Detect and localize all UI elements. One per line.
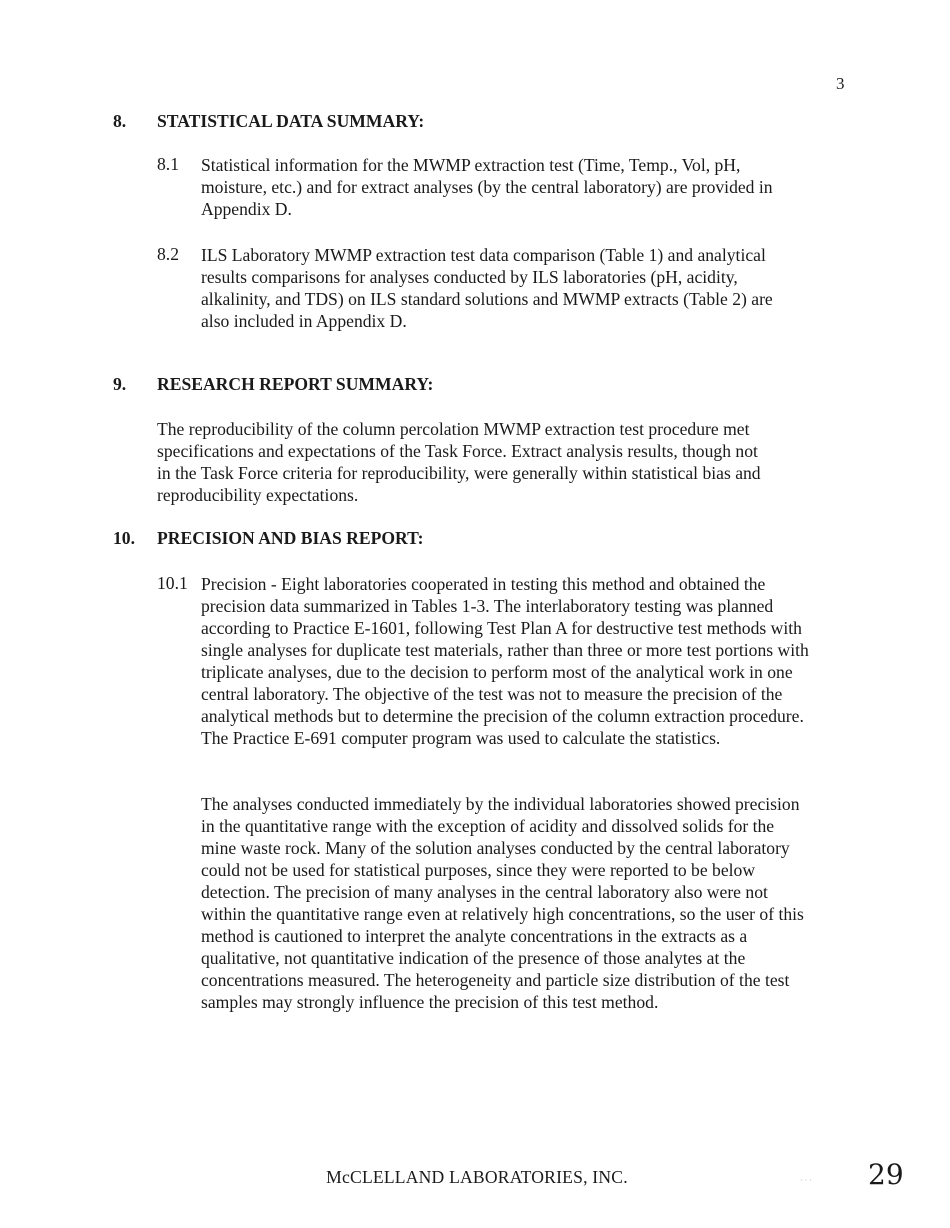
text-line: The Practice E-691 computer program was used to calculate the statistics. [201,728,721,748]
text-line: in the Task Force criteria for reproducibility, were generally within statistical bias and [157,463,761,483]
text-line: alkalinity, and TDS) on ILS standard solutions and MWMP extracts (Table 2) are [201,289,773,309]
text-line: The analyses conducted immediately by the individual laboratories showed precision [201,794,800,814]
text-line: qualitative, not quantitative indication of the presence of those analytes at the [201,948,746,968]
text-line: samples may strongly influence the precision of this test method. [201,992,659,1012]
text-line: within the quantitative range even at relatively high concentrations, so the user of this [201,904,804,924]
stamped-page-number: 29 [868,1158,904,1191]
text-line: reproducibility expectations. [157,485,359,505]
text-line: Appendix D. [201,199,292,219]
text-line: method is cautioned to interpret the analyte concentrations in the extracts as a [201,926,748,946]
section-9-title: RESEARCH REPORT SUMMARY: [157,374,434,394]
item-8-1-number: 8.1 [157,154,179,174]
item-8-2-text [201,244,861,332]
item-10-1-text [201,573,891,749]
text-line: could not be used for statistical purposes, since they were reported to be below [201,860,756,880]
text-line: results comparisons for analyses conducted by ILS laboratories (pH, acidity, [201,267,738,287]
section-9-text [157,418,857,506]
text-line: concentrations measured. The heterogeneity and particle size distribution of the test [201,970,790,990]
text-line: mine waste rock. Many of the solution analyses conducted by the central laboratory [201,838,790,858]
text-line: in the quantitative range with the exception of acidity and dissolved solids for the [201,816,775,836]
text-line: moisture, etc.) and for extract analyses (by the central laboratory) are provided in [201,177,773,197]
footer-company-name: McCLELLAND LABORATORIES, INC. [326,1167,628,1187]
text-line: ILS Laboratory MWMP extraction test data comparison (Table 1) and analytical [201,245,766,265]
section-9-number: 9. [113,374,127,394]
scan-smudge: · · · [800,1176,812,1185]
item-8-2-number: 8.2 [157,244,179,264]
text-line: Precision - Eight laboratories cooperated in testing this method and obtained the [201,574,766,594]
text-line: triplicate analyses, due to the decision to perform most of the analytical work in one [201,662,793,682]
section-10-followup-text [201,793,891,1013]
page-number: 3 [836,74,845,93]
text-line: analytical methods but to determine the precision of the column extraction procedure. [201,706,804,726]
section-10-title: PRECISION AND BIAS REPORT: [157,528,424,548]
text-line: central laboratory. The objective of the test was not to measure the precision of the [201,684,783,704]
item-8-1-text [201,154,861,220]
text-line: detection. The precision of many analyses in the central laboratory also were not [201,882,768,902]
section-10-number: 10. [113,528,135,548]
text-line: specifications and expectations of the Task Force. Extract analysis results, though not [157,441,758,461]
section-8-title: STATISTICAL DATA SUMMARY: [157,111,425,131]
text-line: according to Practice E-1601, following Test Plan A for destructive test methods with [201,618,802,638]
text-line: also included in Appendix D. [201,311,407,331]
text-line: The reproducibility of the column percolation MWMP extraction test procedure met [157,419,750,439]
text-line: single analyses for duplicate test materials, rather than three or more test portions with [201,640,809,660]
section-8-number: 8. [113,111,127,131]
text-line: precision data summarized in Tables 1-3. The interlaboratory testing was planned [201,596,774,616]
item-10-1-number: 10.1 [157,573,188,593]
text-line: Statistical information for the MWMP extraction test (Time, Temp., Vol, pH, [201,155,741,175]
